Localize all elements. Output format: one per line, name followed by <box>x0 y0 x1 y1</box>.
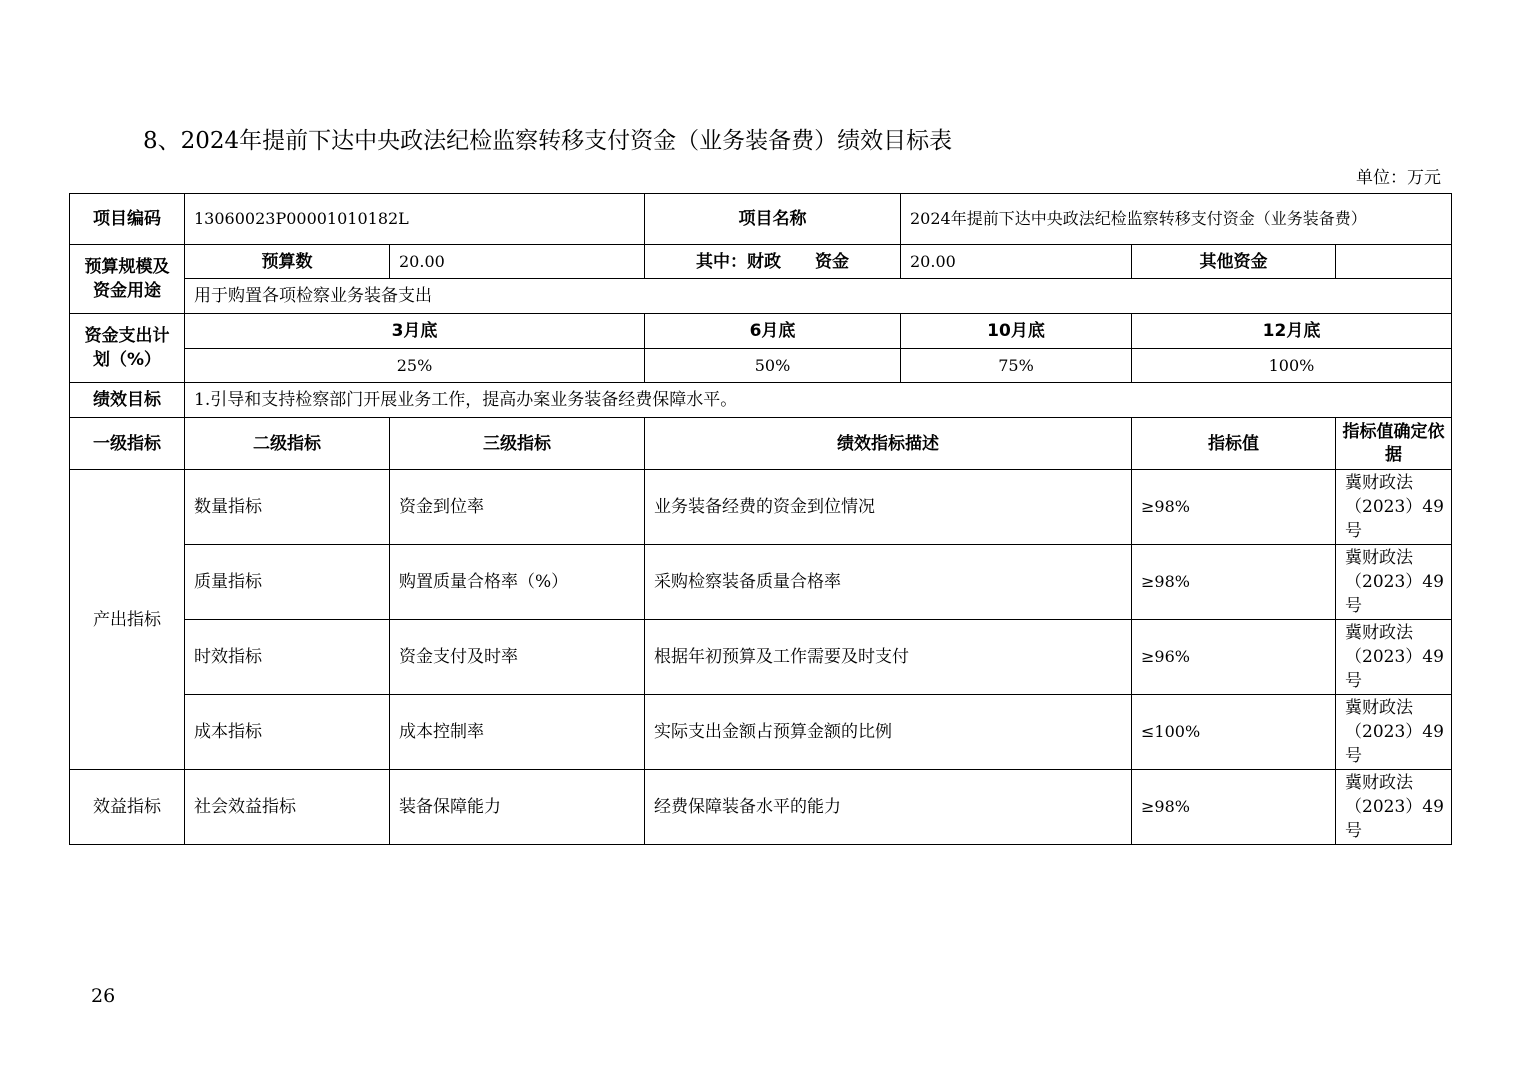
basis-cell: 冀财政法（2023）49号 <box>1336 770 1452 845</box>
table-row <box>70 770 1452 845</box>
value-cell: ≥96% <box>1132 620 1336 695</box>
project-row <box>70 194 1452 245</box>
table-row <box>70 620 1452 695</box>
unit-label: 单位：万元 <box>1356 168 1441 188</box>
budget-label: 预算规模及资金用途 <box>70 245 185 314</box>
output-indicator-label: 产出指标 <box>70 470 185 770</box>
table-row <box>70 545 1452 620</box>
value-cell: ≥98% <box>1132 470 1336 545</box>
description-cell: 业务装备经费的资金到位情况 <box>645 470 1132 545</box>
plan-value-june: 50% <box>645 349 901 383</box>
level3-cell: 成本控制率 <box>390 695 645 770</box>
description-cell: 经费保障装备水平的能力 <box>645 770 1132 845</box>
table-row <box>70 470 1452 545</box>
header-level1: 一级指标 <box>70 418 185 470</box>
budget-amount-label: 预算数 <box>185 245 390 279</box>
plan-value-row <box>70 349 1452 383</box>
description-cell: 采购检察装备质量合格率 <box>645 545 1132 620</box>
budget-row <box>70 245 1452 279</box>
finance-fund-amount: 20.00 <box>901 245 1132 279</box>
description-cell: 实际支出金额占预算金额的比例 <box>645 695 1132 770</box>
basis-cell: 冀财政法（2023）49号 <box>1336 695 1452 770</box>
goal-label: 绩效目标 <box>70 383 185 418</box>
level2-cell: 成本指标 <box>185 695 390 770</box>
header-level2: 二级指标 <box>185 418 390 470</box>
level2-cell: 质量指标 <box>185 545 390 620</box>
plan-label: 资金支出计划（%） <box>70 314 185 383</box>
level3-cell: 资金支付及时率 <box>390 620 645 695</box>
page-title: 8、2024年提前下达中央政法纪检监察转移支付资金（业务装备费）绩效目标表 <box>143 128 953 154</box>
finance-fund-label: 其中：财政 资金 <box>645 245 901 279</box>
description-cell: 根据年初预算及工作需要及时支付 <box>645 620 1132 695</box>
header-description: 绩效指标描述 <box>645 418 1132 470</box>
level3-cell: 购置质量合格率（%） <box>390 545 645 620</box>
plan-value-december: 100% <box>1132 349 1452 383</box>
plan-header-row <box>70 314 1452 349</box>
other-fund-amount <box>1336 245 1452 279</box>
goal-row <box>70 383 1452 418</box>
plan-value-march: 25% <box>185 349 645 383</box>
basis-cell: 冀财政法（2023）49号 <box>1336 545 1452 620</box>
budget-amount: 20.00 <box>390 245 645 279</box>
project-name: 2024年提前下达中央政法纪检监察转移支付资金（业务装备费） <box>901 194 1452 245</box>
header-value: 指标值 <box>1132 418 1336 470</box>
benefit-indicator-label: 效益指标 <box>70 770 185 845</box>
level2-cell: 社会效益指标 <box>185 770 390 845</box>
plan-header-december: 12月底 <box>1132 314 1452 349</box>
project-name-label: 项目名称 <box>645 194 901 245</box>
plan-header-june: 6月底 <box>645 314 901 349</box>
value-cell: ≤100% <box>1132 695 1336 770</box>
project-code: 13060023P00001010182L <box>185 194 645 245</box>
page-number: 26 <box>91 985 116 1007</box>
level2-cell: 时效指标 <box>185 620 390 695</box>
value-cell: ≥98% <box>1132 545 1336 620</box>
level3-cell: 资金到位率 <box>390 470 645 545</box>
value-cell: ≥98% <box>1132 770 1336 845</box>
project-code-label: 项目编码 <box>70 194 185 245</box>
basis-cell: 冀财政法（2023）49号 <box>1336 620 1452 695</box>
usage-row <box>70 279 1452 314</box>
plan-header-march: 3月底 <box>185 314 645 349</box>
basis-cell: 冀财政法（2023）49号 <box>1336 470 1452 545</box>
fund-usage: 用于购置各项检察业务装备支出 <box>185 279 1452 314</box>
level3-cell: 装备保障能力 <box>390 770 645 845</box>
goal-text: 1.引导和支持检察部门开展业务工作，提高办案业务装备经费保障水平。 <box>185 383 1452 418</box>
plan-header-october: 10月底 <box>901 314 1132 349</box>
level2-cell: 数量指标 <box>185 470 390 545</box>
header-basis: 指标值确定依据 <box>1336 418 1452 470</box>
indicator-header-row <box>70 418 1452 470</box>
other-fund-label: 其他资金 <box>1132 245 1336 279</box>
performance-target-table <box>69 193 1452 845</box>
header-level3: 三级指标 <box>390 418 645 470</box>
plan-value-october: 75% <box>901 349 1132 383</box>
table-row <box>70 695 1452 770</box>
